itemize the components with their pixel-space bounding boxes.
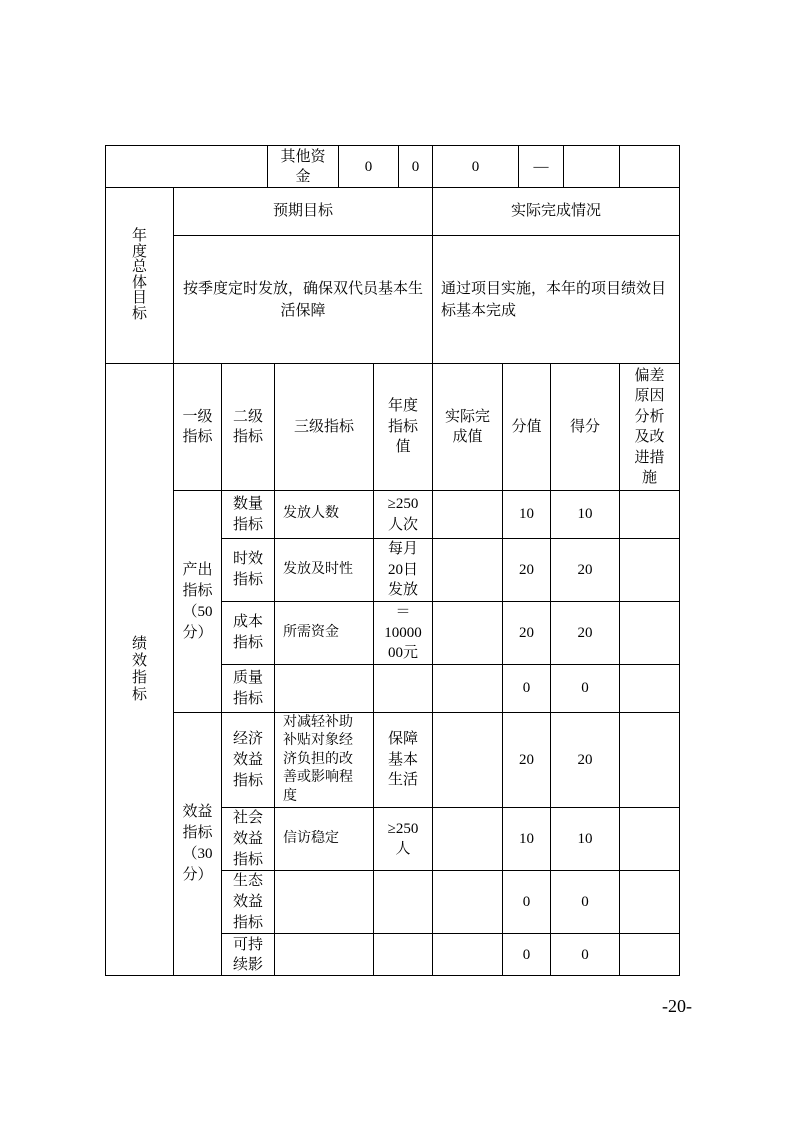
header-score: 得分 [550, 363, 620, 491]
deviation-analysis [619, 807, 680, 871]
weight-value: 20 [502, 601, 551, 665]
actual-completion-value [432, 601, 503, 665]
actual-completion-value [432, 490, 503, 539]
score-value: 20 [550, 538, 620, 602]
annual-target-value: ＝1000000元 [373, 601, 433, 665]
deviation-analysis [619, 664, 680, 713]
funding-value: 0 [398, 145, 433, 188]
level2-indicator: 成本指标 [221, 601, 275, 665]
score-value: 0 [550, 933, 620, 976]
actual-result-text: 通过项目实施，本年的项目绩效目标基本完成 [432, 235, 680, 364]
weight-value: 0 [502, 664, 551, 713]
level3-indicator [274, 933, 374, 976]
funding-source-label: 其他资金 [267, 145, 339, 188]
level1-indicator: 效益指标（30分） [173, 712, 222, 976]
actual-completion-value [432, 538, 503, 602]
annual-target-value: 每月20日发放 [373, 538, 433, 602]
weight-value: 0 [502, 933, 551, 976]
deviation-analysis [619, 870, 680, 934]
annual-target-value [373, 664, 433, 713]
weight-value: 0 [502, 870, 551, 934]
deviation-analysis [619, 712, 680, 808]
actual-completion-value [432, 807, 503, 871]
level2-indicator: 生态效益指标 [221, 870, 275, 934]
funding-value: 0 [338, 145, 399, 188]
header-level3: 三级指标 [274, 363, 374, 491]
annual-target-value: ≥250人 [373, 807, 433, 871]
score-value: 10 [550, 807, 620, 871]
annual-goal-label: 年度总体目标 [132, 228, 148, 322]
deviation-analysis [619, 601, 680, 665]
funding-value: 0 [432, 145, 519, 188]
header-weight: 分值 [502, 363, 551, 491]
funding-value: — [518, 145, 564, 188]
score-value: 10 [550, 490, 620, 539]
level3-indicator: 发放人数 [274, 490, 374, 539]
page-number: -20- [662, 996, 692, 1016]
actual-result-header: 实际完成情况 [432, 187, 680, 236]
expected-goal-header: 预期目标 [173, 187, 433, 236]
annual-goal-label-cell [105, 187, 174, 364]
actual-completion-value [432, 933, 503, 976]
funding-row-spacer [105, 145, 268, 188]
score-value: 0 [550, 870, 620, 934]
deviation-analysis [619, 933, 680, 976]
deviation-analysis [619, 490, 680, 539]
annual-target-value [373, 933, 433, 976]
level2-indicator: 时效指标 [221, 538, 275, 602]
weight-value: 20 [502, 538, 551, 602]
header-level1: 一级指标 [173, 363, 222, 491]
performance-indicators-label: 绩效指标 [132, 635, 148, 703]
funding-empty-cell [563, 145, 620, 188]
funding-empty-cell [619, 145, 680, 188]
annual-target-value [373, 870, 433, 934]
weight-value: 10 [502, 490, 551, 539]
performance-indicators-label-cell [105, 363, 174, 976]
level3-indicator [274, 870, 374, 934]
level3-indicator [274, 664, 374, 713]
level3-indicator: 所需资金 [274, 601, 374, 665]
actual-completion-value [432, 712, 503, 808]
score-value: 0 [550, 664, 620, 713]
level2-indicator: 数量指标 [221, 490, 275, 539]
actual-completion-value [432, 870, 503, 934]
level2-indicator: 社会效益指标 [221, 807, 275, 871]
annual-target-value: 保障基本生活 [373, 712, 433, 808]
level2-indicator: 可持续影 [221, 933, 275, 976]
expected-goal-text: 按季度定时发放，确保双代员基本生活保障 [173, 235, 433, 364]
level3-indicator: 发放及时性 [274, 538, 374, 602]
header-deviation-analysis: 偏差原因分析及改进措施 [619, 363, 680, 491]
header-actual-completion: 实际完成值 [432, 363, 503, 491]
score-value: 20 [550, 712, 620, 808]
level2-indicator: 经济效益指标 [221, 712, 275, 808]
level3-indicator: 对减轻补助补贴对象经济负担的改善或影响程度 [274, 712, 374, 808]
annual-target-value: ≥250人次 [373, 490, 433, 539]
level2-indicator: 质量指标 [221, 664, 275, 713]
score-value: 20 [550, 601, 620, 665]
header-annual-target: 年度指标值 [373, 363, 433, 491]
level1-indicator: 产出指标（50分） [173, 490, 222, 713]
weight-value: 10 [502, 807, 551, 871]
weight-value: 20 [502, 712, 551, 808]
header-level2: 二级指标 [221, 363, 275, 491]
deviation-analysis [619, 538, 680, 602]
level3-indicator: 信访稳定 [274, 807, 374, 871]
actual-completion-value [432, 664, 503, 713]
